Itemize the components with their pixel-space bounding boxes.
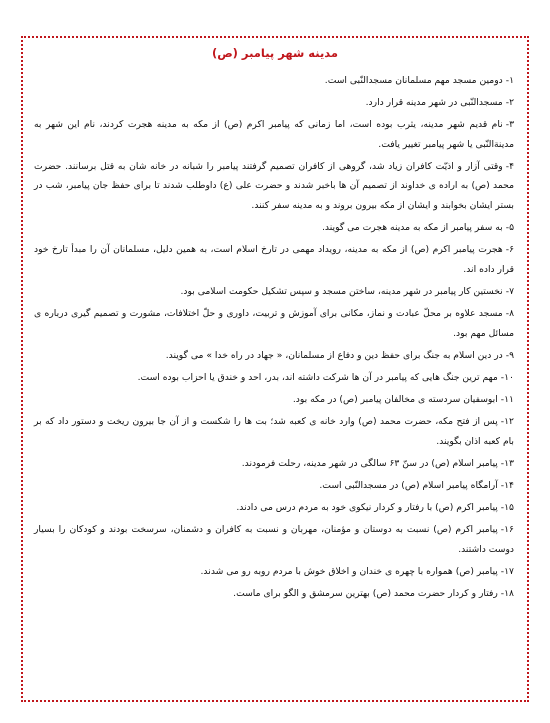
item-number: ۱۱- [500, 393, 514, 405]
item-number: ۱۲- [500, 416, 514, 427]
item-number: ۸- [505, 308, 514, 320]
item-text: پیامبر اسلام (ص) در سنّ ۶۳ سالگی در شهر مدینه، رحلت فرمودند. [241, 457, 498, 469]
item-text: هجرت پیامبر اکرم (ص) از مکه به مدینه، رویداد مهمی در تارخ اسلام است، به همین دلیل، مسلمانان آن را مبدأ تارخ خود قرار داده اند. [34, 244, 514, 275]
list-item [34, 520, 514, 559]
item-text: مسجد علاوه بر محلّ عبادت و نماز، مکانی برای آموزش و تربیت، داوری و حلّ اختلافات، مشورت و تصمیم گیری درباره ی مسائل مهم بود. [34, 308, 514, 339]
item-number: ۷- [505, 285, 514, 297]
list-item [34, 476, 514, 496]
list-item [34, 498, 514, 518]
list-item [34, 368, 514, 388]
item-text: دومین مسجد مهم مسلمانان مسجدالنّبی است. [324, 75, 503, 86]
item-number: ۶- [505, 244, 514, 256]
page-title: مدینه شهر پیامبر (ص) [211, 46, 339, 60]
list-item [34, 454, 514, 474]
list-item [34, 584, 514, 604]
dotted-border-frame [21, 36, 529, 702]
item-text: پیامبر اکرم (ص) نسبت به دوستان و مؤمنان، مهربان و نسبت به کافران و دشمنان، سرسخت بودند و کودکان را بسیار دوست داشتند. [34, 523, 514, 555]
item-text: در دین اسلام به جنگ برای حفظ دین و دفاع از مسلمانان، « جهاد در راه خدا » می گویند. [165, 349, 503, 361]
item-text: مهم ترین جنگ هایی که پیامبر در آن ها شرکت داشته اند، بدر، احد و خندق یا احزاب بوده است. [137, 371, 498, 383]
item-text: نخستین کار پیامبر در شهر مدینه، ساختن مسجد و سپس تشکیل حکومت اسلامی بود. [180, 285, 503, 297]
list-item [34, 562, 514, 582]
item-number: ۴- [505, 160, 514, 172]
item-text: وقتی آزار و اذیّت کافران زیاد شد، گروهی از کافران تصمیم گرفتند پیامبر را شبانه در خانه شان به قتل برسانند. حضرت محمد (ص) به اراده ی خداوند از تصمیم آن ها باخبر شدند و حضرت علی (ع) داوطلب شدند تا برای حفظ جان پیامبر، شب در بستر ایشان بخوابند و ایشان از مکه بیرون بروند و به مدینه سفر کنند. [34, 160, 514, 212]
item-text: پیامبر (ص) همواره با چهره ی خندان و اخلاق خوش با مردم روبه رو می شدند. [200, 565, 498, 577]
item-number: ۲- [505, 97, 514, 109]
item-number: ۱- [505, 75, 514, 86]
item-number: ۱۷- [500, 565, 514, 577]
list-item [34, 93, 514, 113]
item-number: ۱۰- [500, 371, 514, 383]
item-text: رفتار و کردار حضرت محمد (ص) بهترین سرمشق و الگو برای ماست. [233, 587, 498, 599]
item-text: پیامبر اکرم (ص) با رفتار و کردار نیکوی خود به مردم درس می دادند. [236, 501, 498, 513]
item-number: ۳- [505, 119, 514, 131]
list-item [34, 115, 514, 154]
list-item [34, 346, 514, 366]
facts-list [34, 71, 514, 606]
list-item [34, 390, 514, 410]
item-text: به سفر پیامبر از مکه به مدینه هجرت می گویند. [322, 222, 503, 234]
item-number: ۵- [505, 222, 514, 234]
item-number: ۹- [505, 349, 514, 361]
item-number: ۱۸- [500, 587, 514, 599]
item-text: آرامگاه پیامبر اسلام (ص) در مسجدالنّبی است. [319, 479, 498, 491]
list-item [34, 412, 514, 451]
list-item [34, 218, 514, 238]
list-item [34, 282, 514, 302]
item-text: مسجدالنّبی در شهر مدینه قرار دارد. [365, 97, 503, 109]
item-text: پس از فتح مکه، حضرت محمد (ص) وارد خانه ی کعبه شد؛ بت ها را شکست و از آن جا بیرون ریخت و دستور داد که بر بام کعبه اذان بگویند. [34, 416, 514, 447]
item-number: ۱۵- [500, 501, 514, 513]
list-item [34, 304, 514, 343]
list-item [34, 157, 514, 216]
item-text: ابوسفیان سردسته ی مخالفان پیامبر (ص) در مکه بود. [292, 393, 498, 405]
list-item [34, 240, 514, 279]
item-number: ۱۳- [500, 457, 514, 469]
item-number: ۱۶- [500, 523, 514, 535]
list-item [34, 71, 514, 91]
item-text: نام قدیم شهر مدینه، یثرب بوده است، اما زمانی که پیامبر اکرم (ص) از مکه به مدینه هجرت کردند، نام این شهر به مدینةالنّبی یا شهر پیامبر تغییر یافت. [34, 119, 514, 150]
item-number: ۱۴- [500, 479, 514, 491]
